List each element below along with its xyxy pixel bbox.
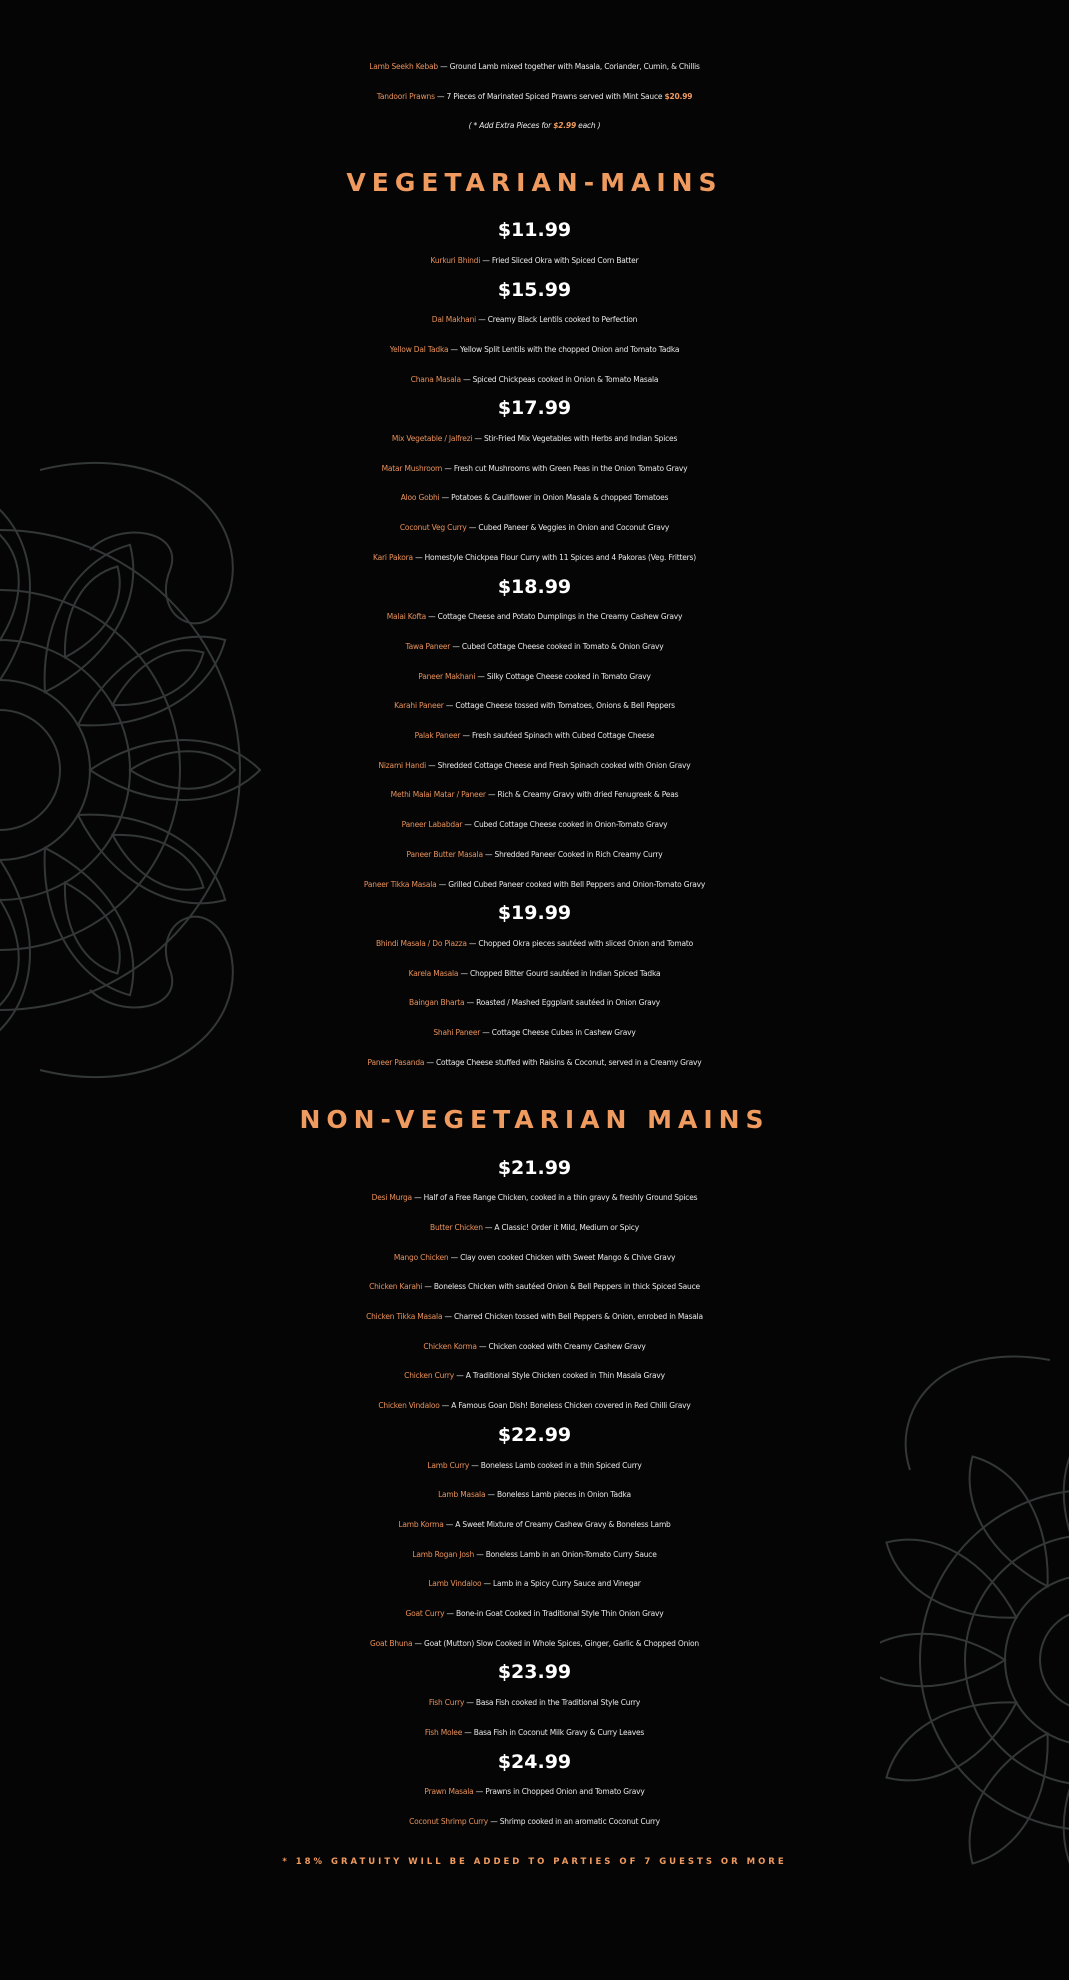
separator: — [425, 760, 438, 770]
menu-item-lamb-curry [0, 1451, 1069, 1481]
item-description: Goat (Mutton) Slow Cooked in Whole Spices, Ginger, Garlic & Chopped Onion [424, 1638, 699, 1648]
menu-item-goat-curry [0, 1599, 1069, 1629]
menu-item-coconut-veg-curry [0, 513, 1069, 543]
item-name: Lamb Rogan Josh [412, 1549, 475, 1559]
separator: — [460, 374, 473, 384]
menu-item-malai-kofta [0, 602, 1069, 632]
item-name: Kari Pakora [373, 552, 413, 562]
item-description: Cubed Cottage Cheese cooked in Onion-Tomato Gravy [473, 820, 668, 830]
item-name: Paneer Tikka Masala [363, 879, 437, 889]
separator: — [462, 1727, 474, 1737]
menu-item-chicken-curry [0, 1361, 1069, 1391]
non-vegetarian-list [0, 1154, 1069, 1837]
menu-item-desi-murga [0, 1183, 1069, 1213]
item-description: Homestyle Chickpea Flour Curry with 11 Spices and 4 Pakoras (Veg. Fritters) [424, 552, 696, 562]
item-name: Goat Curry [405, 1609, 445, 1619]
item-description: A Sweet Mixture of Creamy Cashew Gravy & Boneless Lamb [455, 1519, 671, 1529]
item-description: Yellow Split Lentils with the chopped Onion and Tomato Tadka [460, 344, 680, 354]
separator: — [425, 612, 438, 622]
item-name: Coconut Veg Curry [399, 523, 467, 533]
item-description: Basa Fish cooked in the Traditional Style Curry [475, 1698, 641, 1708]
item-name: Lamb Curry [427, 1460, 470, 1470]
menu-item-lamb-korma [0, 1510, 1069, 1540]
item-name: Chicken Vindaloo [378, 1401, 440, 1411]
vegetarian-list [0, 216, 1069, 1077]
item-name: Baingan Bharta [409, 998, 465, 1008]
menu-item-yellow-dal-tadka [0, 335, 1069, 365]
item-name: Paneer Pasanda [367, 1057, 425, 1067]
item-description: Grilled Cubed Paneer cooked with Bell Peppers and Onion-Tomato Gravy [448, 879, 706, 889]
menu-item-methi-malai-matar-paneer [0, 780, 1069, 810]
menu-item-bhindi-masala-do-piazza [0, 929, 1069, 959]
item-name: Chicken Korma [423, 1341, 477, 1351]
item-description: Boneless Lamb cooked in a thin Spiced Curry [480, 1460, 642, 1470]
menu-item-lamb-rogan-josh [0, 1540, 1069, 1570]
item-name: Chicken Curry [404, 1371, 455, 1381]
item-name: Chicken Tikka Masala [366, 1312, 443, 1322]
item-description: Fresh cut Mushrooms with Green Peas in the Onion Tomato Gravy [453, 463, 688, 473]
item-description: Silky Cottage Cheese cooked in Tomato Gravy [486, 671, 651, 681]
menu-item-nizami-handi [0, 751, 1069, 781]
item-name: Lamb Seekh Kebab [369, 62, 438, 71]
item-name: Paneer Lababdar [401, 820, 463, 830]
separator: — [412, 552, 425, 562]
separator: — [474, 1549, 486, 1559]
separator: — [458, 968, 470, 978]
menu-item-lamb-seekh-kebab [0, 52, 1069, 82]
menu-item-mix-vegetable-jalfrezi [0, 424, 1069, 454]
separator: — [411, 1193, 424, 1203]
item-name: Kurkuri Bhindi [430, 255, 481, 265]
menu-item-coconut-shrimp-curry [0, 1807, 1069, 1837]
price-tier: $23.99 [497, 1661, 572, 1684]
item-description: Rich & Creamy Gravy with dried Fenugreek & Peas [497, 790, 679, 800]
price-tier: $21.99 [497, 1156, 572, 1179]
item-description: Boneless Chicken with sautéed Onion & Bell Peppers in thick Spiced Sauce [433, 1282, 700, 1292]
menu-item-chicken-vindaloo [0, 1391, 1069, 1421]
menu-item-chicken-korma [0, 1332, 1069, 1362]
item-name: Goat Bhuna [370, 1638, 413, 1648]
price-tier: $22.99 [497, 1423, 572, 1446]
item-name: Fish Molee [424, 1727, 463, 1737]
item-description: Clay oven cooked Chicken with Sweet Mango & Chive Gravy [460, 1252, 676, 1262]
item-description: Cottage Cheese stuffed with Raisins & Coconut, served in a Creamy Gravy [435, 1057, 702, 1067]
separator: — [442, 1312, 455, 1322]
item-name: Matar Mushroom [381, 463, 443, 473]
item-description: Stir-Fried Mix Vegetables with Herbs and Indian Spices [484, 434, 678, 444]
separator: — [475, 671, 487, 681]
separator: — [464, 1698, 476, 1708]
menu-item-tawa-paneer [0, 632, 1069, 662]
item-name: Nizami Handi [378, 760, 426, 770]
separator: — [460, 731, 472, 741]
item-description: Cubed Cottage Cheese cooked in Tomato & Onion Gravy [461, 641, 664, 651]
separator: — [434, 91, 447, 101]
item-description: Shredded Cottage Cheese and Fresh Spinach cooked with Onion Gravy [437, 760, 691, 770]
gratuity-note: * 18% GRATUITY WILL BE ADDED TO PARTIES OF 7 GUESTS OR MORE [282, 1856, 787, 1867]
item-description: Bone-in Goat Cooked in Traditional Style Thin Onion Gravy [456, 1609, 664, 1619]
item-name: Bhindi Masala / Do Piazza [375, 938, 467, 948]
menu-item-chicken-karahi [0, 1272, 1069, 1302]
item-description: Cottage Cheese Cubes in Cashew Gravy [491, 1028, 636, 1038]
separator: — [443, 1519, 456, 1529]
menu-item-lamb-vindaloo [0, 1569, 1069, 1599]
menu-item-paneer-pasanda [0, 1048, 1069, 1078]
item-description: Charred Chicken tossed with Bell Peppers & Onion, enrobed in Masala [454, 1312, 703, 1322]
separator: — [442, 463, 454, 473]
menu-item-matar-mushroom [0, 454, 1069, 484]
item-name: Karahi Paneer [394, 701, 444, 711]
menu-item-kurkuri-bhindi [0, 246, 1069, 276]
item-description: A Classic! Order it Mild, Medium or Spicy [494, 1222, 639, 1232]
separator: — [476, 1341, 489, 1351]
item-price: $20.99 [664, 91, 693, 101]
separator: — [439, 493, 452, 503]
item-description: Spiced Chickpeas cooked in Onion & Tomato Masala [472, 374, 659, 384]
separator: — [466, 938, 479, 948]
item-description: Cottage Cheese and Potato Dumplings in the Creamy Cashew Gravy [437, 612, 683, 622]
separator: — [466, 523, 479, 533]
separator: — [438, 62, 450, 71]
item-name: Lamb Korma [398, 1519, 444, 1529]
item-description: Ground Lamb mixed together with Masala, Coriander, Cumin, & Chillis [449, 62, 700, 71]
item-name: Coconut Shrimp Curry [409, 1816, 489, 1826]
item-description: A Famous Goan Dish! Boneless Chicken covered in Red Chilli Gravy [451, 1401, 691, 1411]
separator: — [450, 641, 462, 651]
menu-item-dal-makhani [0, 305, 1069, 335]
item-name: Fish Curry [428, 1698, 465, 1708]
separator: — [439, 1401, 452, 1411]
price-tier: $15.99 [497, 278, 572, 301]
menu-item-chana-masala [0, 365, 1069, 395]
item-name: Tawa Paneer [405, 641, 451, 651]
item-name: Desi Murga [371, 1193, 412, 1203]
separator: — [422, 1282, 434, 1292]
separator: — [454, 1371, 466, 1381]
item-description: Shredded Paneer Cooked in Rich Creamy Curry [494, 849, 663, 859]
separator: — [473, 1787, 486, 1797]
menu-item-baingan-bharta [0, 988, 1069, 1018]
price-tier: $24.99 [497, 1750, 572, 1773]
menu-item-prawn-masala [0, 1777, 1069, 1807]
item-name: Lamb Masala [438, 1490, 486, 1500]
item-name: Aloo Gobhi [400, 493, 440, 503]
item-name: Chicken Karahi [369, 1282, 423, 1292]
menu-item-paneer-lababdar [0, 810, 1069, 840]
menu-item-karela-masala [0, 959, 1069, 989]
menu-item-goat-bhuna [0, 1629, 1069, 1659]
separator: — [464, 998, 477, 1008]
item-name: Shahi Paneer [433, 1028, 481, 1038]
item-description: Cubed Paneer & Veggies in Onion and Coconut Gravy [478, 523, 670, 533]
menu-item-tandoori-prawns [0, 82, 1069, 112]
separator: — [480, 255, 492, 265]
menu-item-paneer-butter-masala [0, 840, 1069, 870]
item-name: Malai Kofta [386, 612, 426, 622]
separator: — [444, 1609, 456, 1619]
menu-item-fish-molee [0, 1718, 1069, 1748]
item-name: Methi Malai Matar / Paneer [390, 790, 486, 800]
menu-item-palak-paneer [0, 721, 1069, 751]
item-name: Yellow Dal Tadka [389, 344, 449, 354]
item-description: Chopped Bitter Gourd sautéed in Indian Spiced Tadka [469, 968, 661, 978]
item-description: A Traditional Style Chicken cooked in Thin Masala Gravy [465, 1371, 665, 1381]
item-name: Prawn Masala [424, 1787, 474, 1797]
item-name: Butter Chicken [430, 1222, 483, 1232]
menu-item-paneer-makhani [0, 662, 1069, 692]
menu-item-mango-chicken [0, 1243, 1069, 1273]
menu-item-shahi-paneer [0, 1018, 1069, 1048]
item-description: Chicken cooked with Creamy Cashew Gravy [488, 1341, 646, 1351]
menu-item-karahi-paneer [0, 691, 1069, 721]
item-description: Cottage Cheese tossed with Tomatoes, Onions & Bell Peppers [455, 701, 675, 711]
separator: — [482, 849, 495, 859]
separator: — [469, 1460, 481, 1470]
item-description: Potatoes & Cauliflower in Onion Masala & chopped Tomatoes [451, 493, 669, 503]
separator: — [424, 1057, 436, 1067]
item-description: Creamy Black Lentils cooked to Perfection [487, 315, 638, 325]
separator: — [480, 1028, 492, 1038]
item-name: Palak Paneer [414, 731, 461, 741]
price-tier: $19.99 [497, 902, 572, 925]
item-name: Paneer Butter Masala [406, 849, 483, 859]
separator: — [476, 315, 488, 325]
separator: — [485, 1490, 498, 1500]
item-description: Lamb in a Spicy Curry Sauce and Vinegar [493, 1579, 641, 1589]
separator: — [436, 879, 449, 889]
non-vegetarian-heading: NON-VEGETARIAN MAINS [299, 1104, 770, 1134]
item-name: Mango Chicken [393, 1252, 449, 1262]
vegetarian-heading: VEGETARIAN-MAINS [346, 168, 723, 198]
extra-pieces-note: ( * Add Extra Pieces for $2.99 each ) [468, 121, 601, 131]
separator: — [482, 1222, 495, 1232]
item-name: Paneer Makhani [418, 671, 476, 681]
item-name: Mix Vegetable / Jalfrezi [391, 434, 473, 444]
separator: — [448, 344, 461, 354]
item-description: Boneless Lamb in an Onion-Tomato Curry Sauce [485, 1549, 657, 1559]
item-name: Dal Makhani [431, 315, 477, 325]
price-tier: $18.99 [497, 575, 572, 598]
separator: — [485, 790, 498, 800]
separator: — [448, 1252, 461, 1262]
separator: — [481, 1579, 494, 1589]
menu-item-kari-pakora [0, 543, 1069, 573]
price-tier: $11.99 [497, 219, 572, 242]
item-name: Tandoori Prawns [376, 91, 435, 101]
menu-item-chicken-tikka-masala [0, 1302, 1069, 1332]
item-description: Half of a Free Range Chicken, cooked in a thin gravy & freshly Ground Spices [423, 1193, 698, 1203]
price-tier: $17.99 [497, 397, 572, 420]
item-description: Shrimp cooked in an aromatic Coconut Curry [499, 1816, 660, 1826]
item-description: Basa Fish in Coconut Milk Gravy & Curry Leaves [473, 1727, 645, 1737]
separator: — [472, 434, 484, 444]
item-description: Fried Sliced Okra with Spiced Corn Batter [491, 255, 639, 265]
menu-item-lamb-masala [0, 1480, 1069, 1510]
menu-item-butter-chicken [0, 1213, 1069, 1243]
item-name: Karela Masala [408, 968, 459, 978]
menu-item-aloo-gobhi [0, 483, 1069, 513]
menu-item-fish-curry [0, 1688, 1069, 1718]
item-name: Lamb Vindaloo [428, 1579, 482, 1589]
item-description: Boneless Lamb pieces in Onion Tadka [497, 1490, 631, 1500]
menu-item-paneer-tikka-masala [0, 870, 1069, 900]
item-description: 7 Pieces of Marinated Spiced Prawns served with Mint Sauce [446, 91, 663, 101]
item-description: Roasted / Mashed Eggplant sautéed in Onion Gravy [476, 998, 660, 1008]
item-description: Fresh sautéed Spinach with Cubed Cottage Cheese [471, 731, 655, 741]
separator: — [443, 701, 456, 711]
separator: — [412, 1638, 425, 1648]
item-name: Chana Masala [410, 374, 461, 384]
separator: — [488, 1816, 500, 1826]
extra-price: $2.99 [553, 121, 576, 131]
item-description: Prawns in Chopped Onion and Tomato Gravy [485, 1787, 645, 1797]
item-description: Chopped Okra pieces sautéed with sliced Onion and Tomato [478, 938, 693, 948]
separator: — [462, 820, 474, 830]
